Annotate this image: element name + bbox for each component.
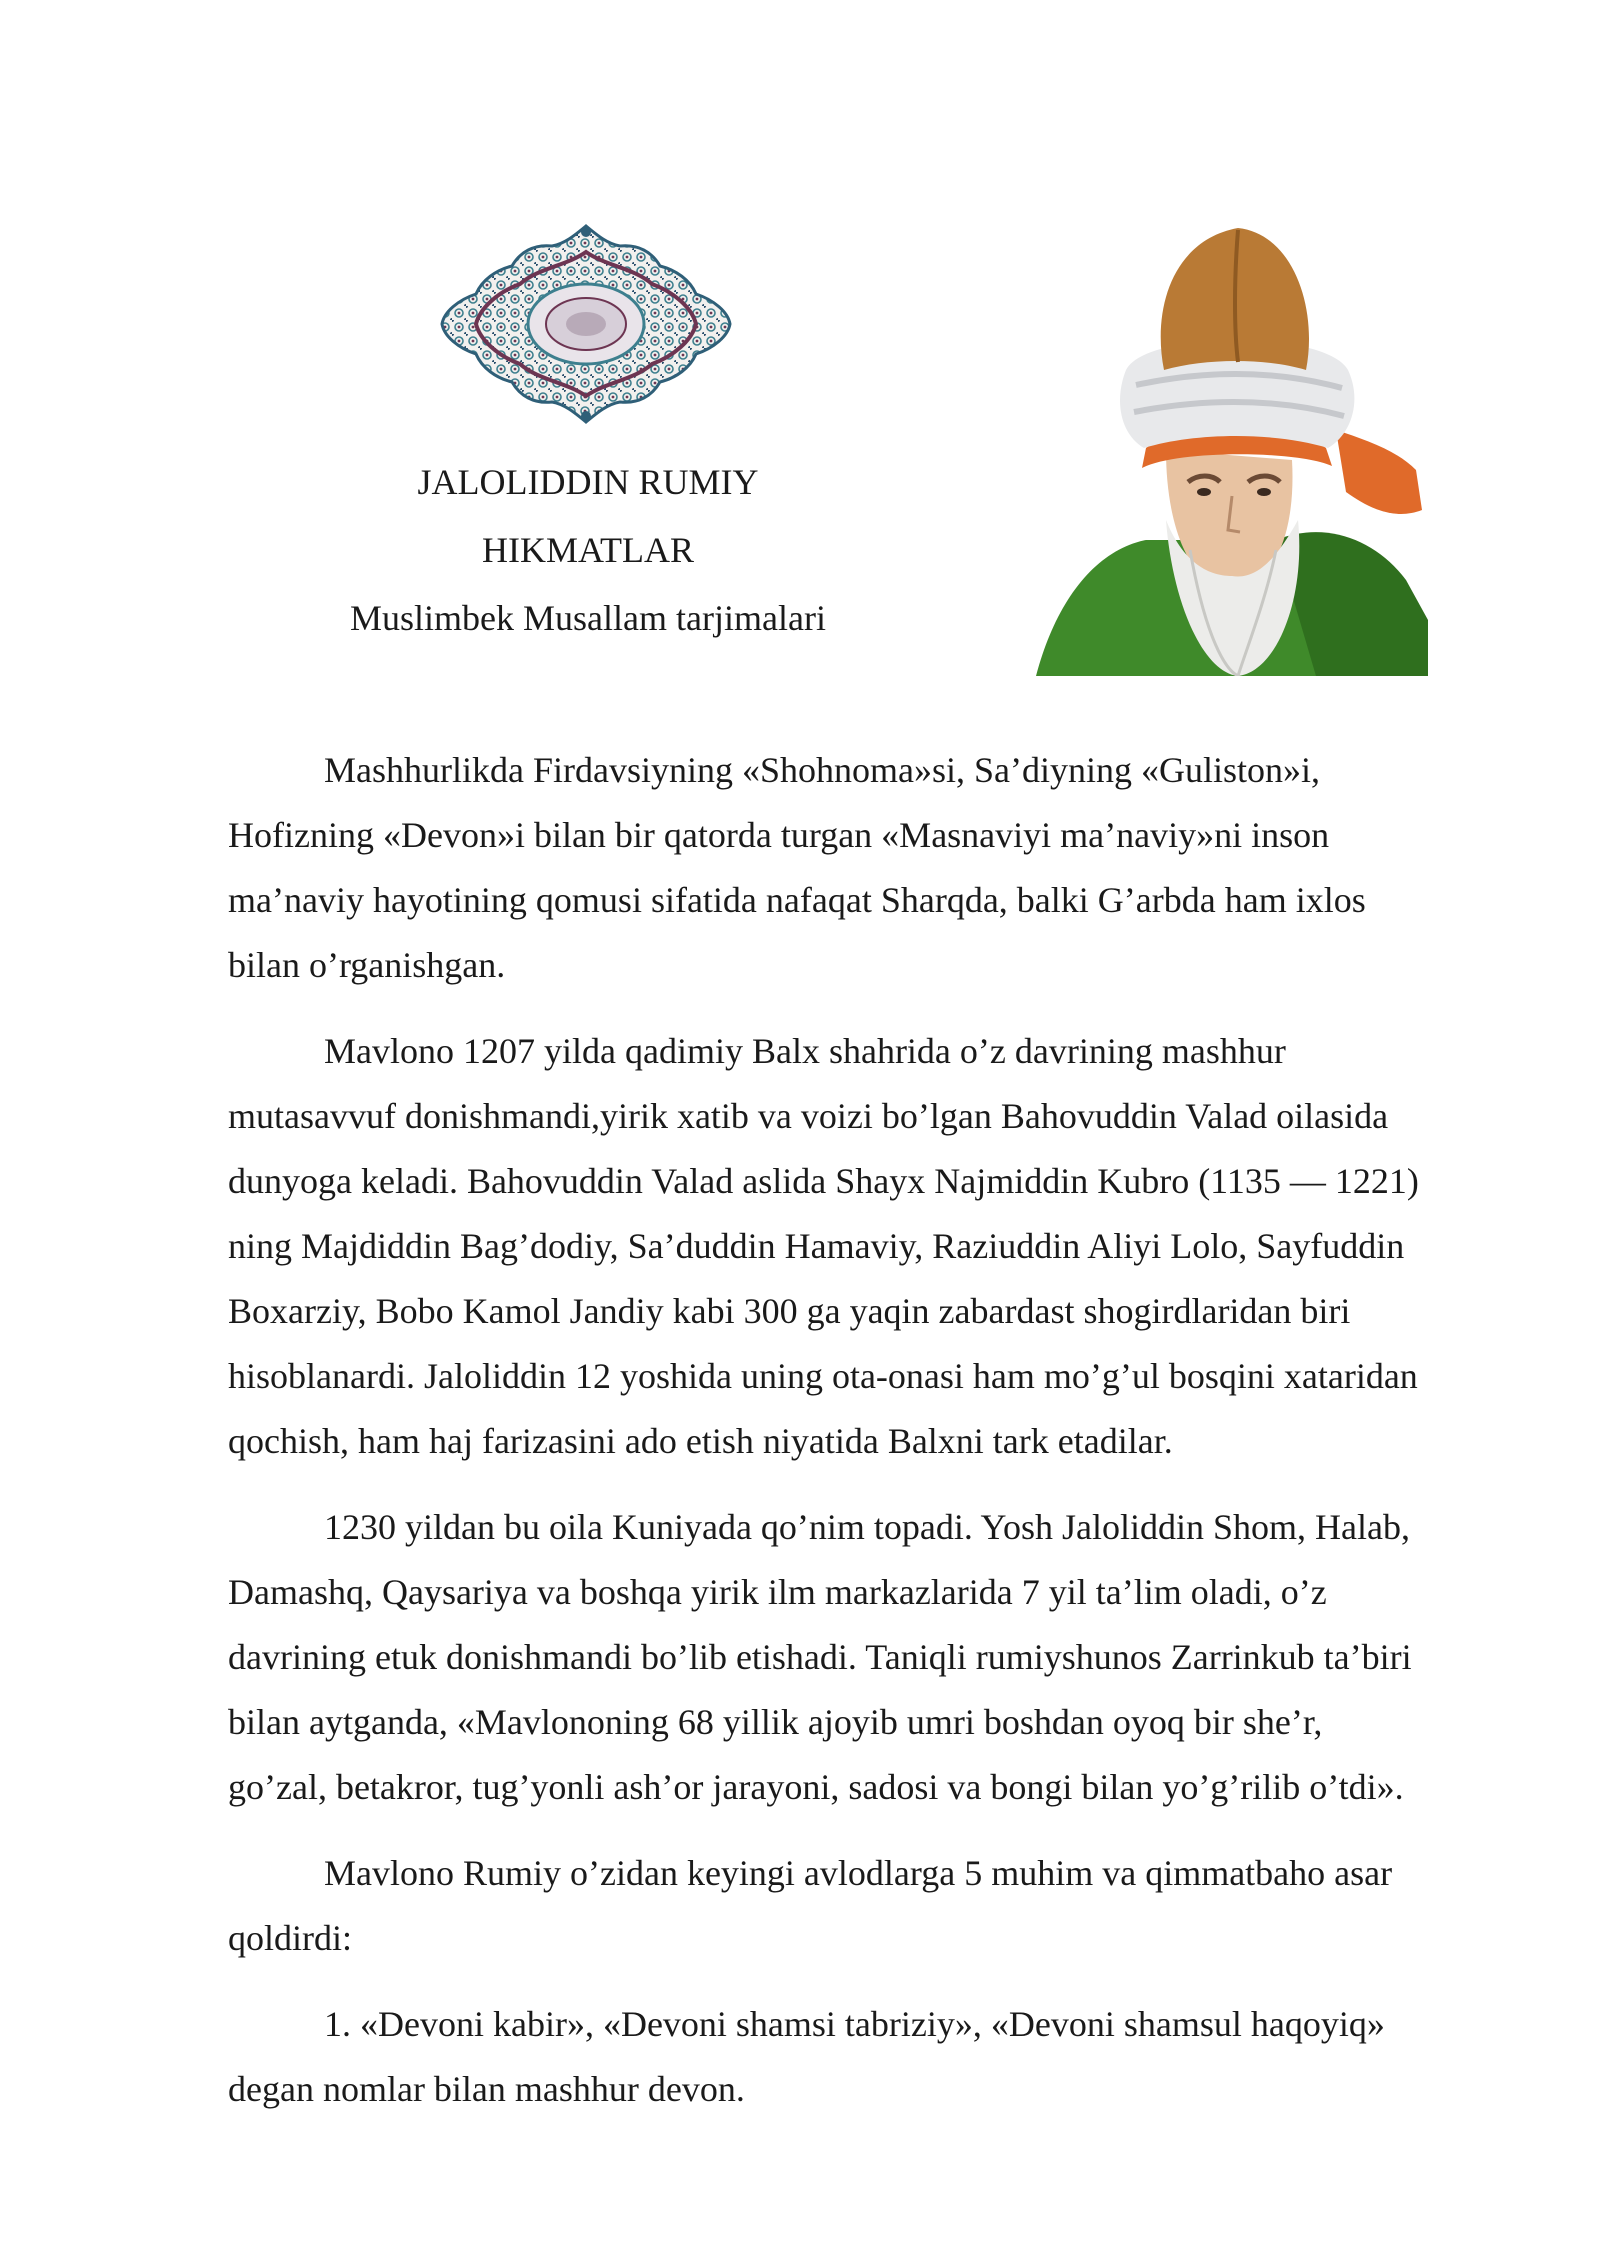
title-block [238,448,938,652]
rumi-portrait-illustration [976,220,1428,676]
paragraph: 1. «Devoni kabir», «Devoni shamsi tabriziy», «Devoni shamsul haqoyiq» degan nomlar bilan mashhur devon. [228,2004,1385,2109]
document-subtitle: HIKMATLAR [482,530,694,570]
paragraph: Mavlono Rumiy o’zidan keyingi avlodlarga 5 muhim va qimmatbaho asar qoldirdi: [228,1853,1393,1958]
islamic-ornament-icon [438,222,734,426]
document-title: JALOLIDDIN RUMIY [417,462,759,502]
paragraph: 1230 yildan bu oila Kuniyada qo’nim topadi. Yosh Jaloliddin Shom, Halab, Damashq, Qaysariya va boshqa yirik ilm markazlarida 7 yil ta’lim oladi, o’z davrining etuk donishmandi bo’lib etishadi. Taniqli rumiyshunos Zarrinkub ta’biri bilan aytganda, «Mavlononing 68 yillik ajoyib umri boshdan oyoq bir she’r, go’zal, betakror, tug’yonli ash’or jarayoni, sadosi va bongi bilan yo’g’rilib o’tdi». [228,1507,1412,1807]
paragraph: Mavlono 1207 yilda qadimiy Balx shahrida o’z davrining mashhur mutasavvuf donishmandi,yirik xatib va voizi bo’lgan Bahovuddin Valad oilasida dunyoga keladi. Bahovuddin Valad aslida Shayx Najmiddin Kubro (1135 — 1221) ning Majdiddin Bag’dodiy, Sa’duddin Hamaviy, Raziuddin Aliyi Lolo, Sayfuddin Boxarziy, Bobo Kamol Jandiy kabi 300 ga yaqin zabardast shogirdlaridan biri hisoblanardi. Jaloliddin 12 yoshida uning ota-onasi ham mo’g’ul bosqini xataridan qochish, ham haj farizasini ado etish niyatida Balxni tark etadilar. [228,1031,1419,1461]
document-body [228,738,1488,2143]
paragraph: Mashhurlikda Firdavsiyning «Shohnoma»si, Sa’diyning «Guliston»i, Hofizning «Devon»i bilan bir qatorda turgan «Masnaviyi ma’naviy»ni inson ma’naviy hayotining qomusi sifatida nafaqat Sharqda, balki G’arbda ham ixlos bilan o’rganishgan. [228,750,1366,985]
translator-credit: Muslimbek Musallam tarjimalari [350,598,826,638]
